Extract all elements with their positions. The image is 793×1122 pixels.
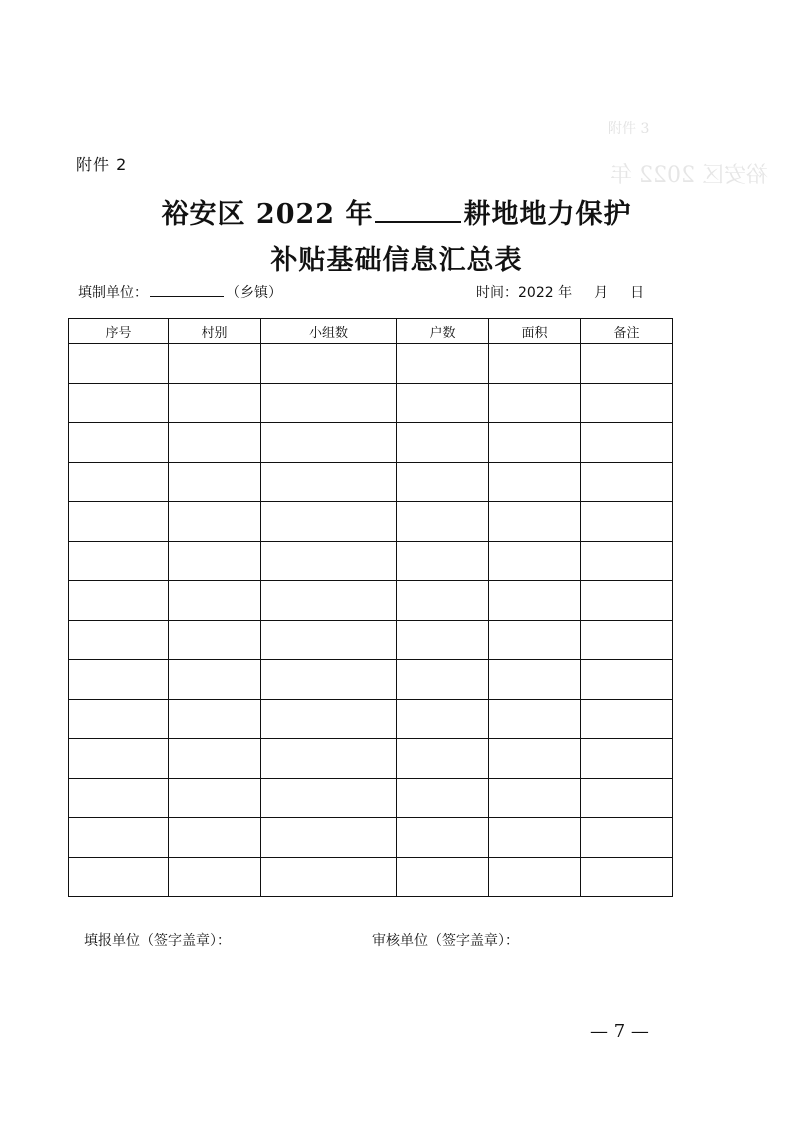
table-cell[interactable]: [489, 344, 581, 384]
table-cell[interactable]: [261, 383, 397, 423]
table-cell[interactable]: [169, 502, 261, 542]
table-row: [69, 502, 673, 542]
table-cell[interactable]: [261, 857, 397, 897]
table-cell[interactable]: [169, 462, 261, 502]
unit-suffix: （乡镇）: [226, 285, 282, 301]
table-row: [69, 818, 673, 858]
table-cell[interactable]: [397, 541, 489, 581]
table-cell[interactable]: [169, 857, 261, 897]
table-cell[interactable]: [169, 778, 261, 818]
table-cell[interactable]: [69, 423, 169, 463]
table-cell[interactable]: [261, 699, 397, 739]
table-cell[interactable]: [169, 818, 261, 858]
title-prefix: 裕安区 2022 年: [161, 199, 374, 230]
table-cell[interactable]: [581, 502, 673, 542]
table-cell[interactable]: [397, 660, 489, 700]
unit-blank-field: [150, 282, 224, 297]
table-cell[interactable]: [489, 383, 581, 423]
table-cell[interactable]: [489, 660, 581, 700]
title-blank-field: [375, 197, 461, 223]
table-cell[interactable]: [69, 660, 169, 700]
table-cell[interactable]: [69, 620, 169, 660]
table-cell[interactable]: [581, 818, 673, 858]
table-cell[interactable]: [69, 778, 169, 818]
table-cell[interactable]: [69, 462, 169, 502]
table-cell[interactable]: [69, 739, 169, 779]
document-title-line1: [0, 192, 793, 231]
table-row: [69, 739, 673, 779]
table-cell[interactable]: [169, 739, 261, 779]
header-serial: 序号: [69, 319, 169, 344]
table-cell[interactable]: [397, 581, 489, 621]
table-cell[interactable]: [581, 660, 673, 700]
bleed-through-title: 裕安区 2022 年: [610, 163, 768, 188]
header-household-count: 户数: [397, 319, 489, 344]
table-body: [69, 344, 673, 897]
table-cell[interactable]: [489, 423, 581, 463]
table-cell[interactable]: [397, 423, 489, 463]
header-remarks: 备注: [581, 319, 673, 344]
table-cell[interactable]: [397, 620, 489, 660]
header-group-count: 小组数: [261, 319, 397, 344]
table-row: [69, 620, 673, 660]
table-cell[interactable]: [69, 344, 169, 384]
table-row: [69, 462, 673, 502]
table-cell[interactable]: [397, 383, 489, 423]
table-cell[interactable]: [261, 581, 397, 621]
month-label: 月: [594, 285, 609, 301]
table-row: [69, 660, 673, 700]
table-cell[interactable]: [397, 344, 489, 384]
table-cell[interactable]: [489, 462, 581, 502]
table-cell[interactable]: [169, 581, 261, 621]
table-cell[interactable]: [261, 660, 397, 700]
table-cell[interactable]: [581, 581, 673, 621]
attachment-label: 附件 2: [76, 155, 128, 174]
time-meta: [476, 282, 644, 302]
table-cell[interactable]: [69, 383, 169, 423]
summary-table: [68, 318, 673, 897]
table-cell[interactable]: [261, 344, 397, 384]
table-cell[interactable]: [397, 502, 489, 542]
table-cell[interactable]: [261, 423, 397, 463]
table-cell[interactable]: [169, 699, 261, 739]
table-cell[interactable]: [69, 857, 169, 897]
table-cell[interactable]: [397, 739, 489, 779]
table-cell[interactable]: [489, 857, 581, 897]
unit-label: 填制单位：: [78, 285, 148, 301]
table-cell[interactable]: [169, 620, 261, 660]
table-cell[interactable]: [397, 699, 489, 739]
table-cell[interactable]: [261, 620, 397, 660]
table-cell[interactable]: [169, 660, 261, 700]
table-cell[interactable]: [581, 778, 673, 818]
table-cell[interactable]: [261, 502, 397, 542]
table-cell[interactable]: [581, 857, 673, 897]
table-row: [69, 344, 673, 384]
table-cell[interactable]: [489, 778, 581, 818]
table-cell[interactable]: [581, 620, 673, 660]
table-cell[interactable]: [69, 541, 169, 581]
bleed-through-attachment: 附件 3: [608, 121, 650, 137]
table-row: [69, 778, 673, 818]
fill-unit-signature: 填报单位（签字盖章）：: [84, 933, 231, 949]
table-row: [69, 581, 673, 621]
table-row: [69, 699, 673, 739]
table-cell[interactable]: [397, 857, 489, 897]
table-row: [69, 541, 673, 581]
header-village: 村别: [169, 319, 261, 344]
table-cell[interactable]: [581, 383, 673, 423]
table-cell[interactable]: [261, 778, 397, 818]
table-cell[interactable]: [169, 541, 261, 581]
fill-unit-meta: [78, 282, 282, 302]
day-label: 日: [630, 285, 645, 301]
table-cell[interactable]: [489, 502, 581, 542]
table-row: [69, 383, 673, 423]
header-area: 面积: [489, 319, 581, 344]
table-cell[interactable]: [261, 462, 397, 502]
table-cell[interactable]: [261, 818, 397, 858]
table-cell[interactable]: [489, 818, 581, 858]
table-cell[interactable]: [489, 620, 581, 660]
table-cell[interactable]: [581, 699, 673, 739]
document-title-line2: 补贴基础信息汇总表: [270, 245, 523, 276]
review-unit-signature: 审核单位（签字盖章）：: [372, 933, 519, 949]
title-suffix: 耕地地力保护: [463, 199, 632, 230]
table-cell[interactable]: [581, 423, 673, 463]
table-cell[interactable]: [489, 739, 581, 779]
table-cell[interactable]: [69, 699, 169, 739]
table-cell[interactable]: [169, 344, 261, 384]
table-cell[interactable]: [169, 383, 261, 423]
table-cell[interactable]: [169, 423, 261, 463]
table-header-row: [69, 319, 673, 344]
table-cell[interactable]: [581, 541, 673, 581]
table-cell[interactable]: [581, 739, 673, 779]
table-row: [69, 857, 673, 897]
time-label: 时间：2022 年: [476, 285, 573, 301]
table-cell[interactable]: [261, 541, 397, 581]
table-cell[interactable]: [69, 502, 169, 542]
table-cell[interactable]: [397, 818, 489, 858]
table-cell[interactable]: [489, 541, 581, 581]
table-cell[interactable]: [69, 818, 169, 858]
table-cell[interactable]: [69, 581, 169, 621]
table-cell[interactable]: [489, 699, 581, 739]
table-cell[interactable]: [397, 778, 489, 818]
table-cell[interactable]: [261, 739, 397, 779]
table-cell[interactable]: [489, 581, 581, 621]
page-number: — 7 —: [590, 1021, 649, 1042]
table-cell[interactable]: [581, 462, 673, 502]
table-row: [69, 423, 673, 463]
table-cell[interactable]: [397, 462, 489, 502]
table-cell[interactable]: [581, 344, 673, 384]
